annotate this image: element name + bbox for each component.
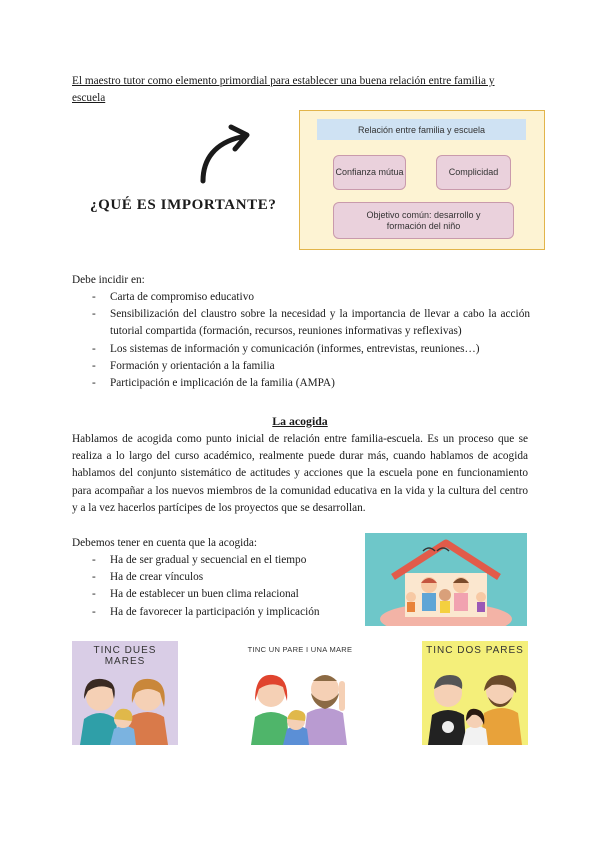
family-house-illustration: [365, 533, 527, 626]
diagram-box-complicidad: Complicidad: [436, 155, 511, 190]
section-title-acogida: La acogida: [272, 414, 328, 428]
image-caption: TINC DOS PARES: [426, 645, 524, 656]
image-caption: TINC DUES MARES: [93, 645, 157, 667]
acogida-list: [92, 552, 372, 621]
list-item: - Ha de ser gradual y secuencial en el tiempo: [92, 552, 372, 569]
incidir-heading: Debe incidir en:: [72, 274, 145, 286]
diagram-header: Relación entre familia y escuela: [317, 119, 526, 140]
image-caption: TINC UN PARE I UNA MARE: [247, 645, 353, 654]
two-fathers-illustration: [422, 641, 528, 745]
list-item: - Ha de establecer un buen clima relacional: [92, 586, 372, 603]
diagram-box-confianza: Confianza mútua: [333, 155, 406, 190]
list-item: - Sensibilización del claustro sobre la necesidad y la importancia de llevar a cabo la acción tutorial compartida (formación, recursos, reuniones informativas y reflexivas): [92, 306, 530, 340]
two-mothers-illustration: [72, 641, 178, 745]
list-item: - Formación y orientación a la familia: [92, 358, 530, 375]
acogida-lead: Debemos tener en cuenta que la acogida:: [72, 537, 258, 549]
relationship-diagram: [299, 110, 545, 250]
list-item: - Ha de crear vínculos: [92, 569, 372, 586]
curved-arrow-icon: [193, 123, 253, 185]
list-item: - Los sistemas de información y comunicación (informes, entrevistas, reuniones…): [92, 341, 530, 358]
list-item: - Participación e implicación de la familia (AMPA): [92, 375, 530, 392]
diagram-box-objetivo: Objetivo común: desarrollo y formación del niño: [333, 202, 514, 239]
list-item: - Carta de compromiso educativo: [92, 289, 530, 306]
acogida-paragraph: Hablamos de acogida como punto inicial de relación entre familia-escuela. Es un proceso que se realiza a lo largo del curso académico, realmente puede durar más, cuando hablamos de acogida hablamos del conjunto sistemático de actitudes y acciones que la escuela pone en funcionamiento para acompañar a los nuevos miembros de la comunidad educativa en la vida y la cultura del centro y a la vez hacerlos partícipes de los proyectos que se desarrollan.: [72, 433, 528, 514]
question-heading: ¿QUÉ ES IMPORTANTE?: [90, 197, 277, 213]
father-mother-illustration: [247, 641, 353, 745]
list-item: - Ha de favorecer la participación y implicación: [92, 604, 372, 621]
incidir-list: [92, 289, 530, 392]
page-title: El maestro tutor como elemento primordial para establecer una buena relación entre familia y escuela: [72, 75, 495, 104]
